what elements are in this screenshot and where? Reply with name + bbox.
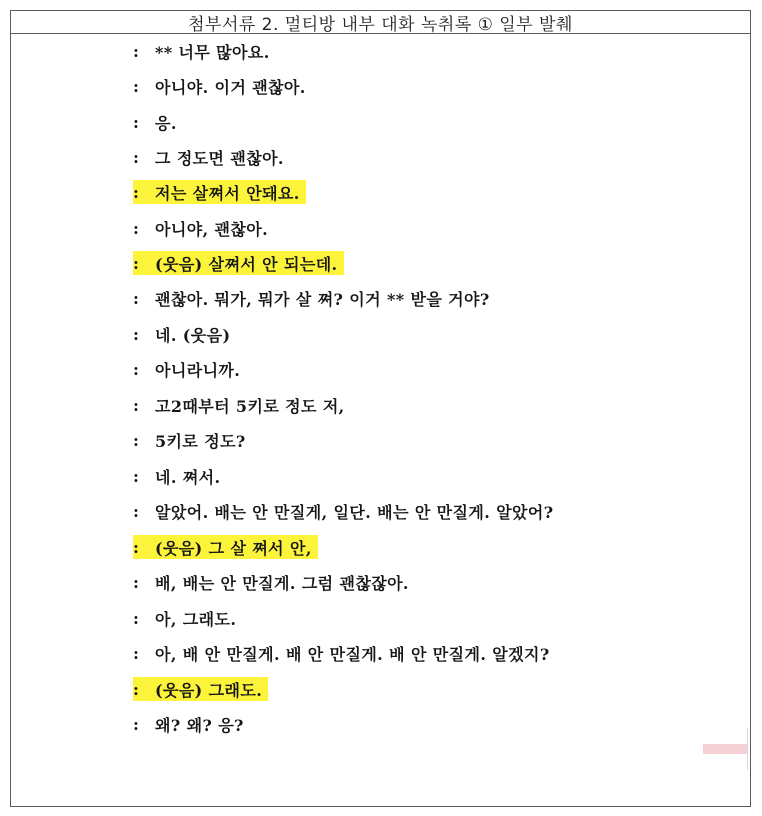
line-text: (웃음) 그 살 쪄서 안,: [155, 538, 312, 558]
transcript-line: [133, 74, 306, 98]
speaker-marker: :: [133, 430, 140, 450]
transcript-line: [133, 641, 550, 665]
transcript-line-highlighted: [133, 251, 344, 275]
speaker-marker: :: [133, 112, 140, 132]
transcript-line: [133, 39, 270, 63]
speaker-marker: :: [133, 679, 140, 699]
line-text: 알았어. 배는 안 만질게, 일단. 배는 안 만질게. 알았어?: [155, 502, 554, 522]
line-text: 아, 배 안 만질게. 배 안 만질게. 배 안 만질게. 알겠지?: [155, 644, 550, 664]
transcript-line: [133, 216, 268, 240]
speaker-marker: :: [133, 182, 140, 202]
speaker-marker: :: [133, 643, 140, 663]
transcript-line: [133, 110, 177, 134]
speaker-marker: :: [133, 466, 140, 486]
line-text: (웃음) 그래도.: [155, 680, 263, 700]
document-title: 첨부서류 2. 멀티방 내부 대화 녹취록 ① 일부 발췌: [188, 14, 573, 35]
transcript-line-highlighted: [133, 180, 306, 204]
line-text: 괜찮아. 뭐가, 뭐가 살 쪄? 이거 ** 받을 거야?: [155, 289, 490, 309]
transcript-line: [133, 606, 236, 630]
speaker-marker: :: [133, 76, 140, 96]
scan-edge-mark: [747, 728, 748, 770]
line-text: 저는 살쪄서 안돼요.: [155, 183, 300, 203]
speaker-marker: :: [133, 608, 140, 628]
speaker-marker: :: [133, 147, 140, 167]
line-text: 네. 쪄서.: [155, 467, 221, 487]
line-text: 그 정도면 괜찮아.: [155, 148, 284, 168]
speaker-marker: :: [133, 537, 140, 557]
speaker-marker: :: [133, 359, 140, 379]
speaker-marker: :: [133, 324, 140, 344]
line-text: 아, 그래도.: [155, 609, 237, 629]
speaker-marker: :: [133, 288, 140, 308]
transcript-line: [133, 712, 244, 736]
transcript-line-highlighted: [133, 535, 318, 559]
transcript-line: [133, 393, 345, 417]
line-text: (웃음) 살쪄서 안 되는데.: [155, 254, 338, 274]
transcript-line: [133, 499, 554, 523]
transcript-line: [133, 322, 230, 346]
transcript-line-highlighted: [133, 677, 268, 701]
line-text: 고2때부터 5키로 정도 저,: [155, 396, 345, 416]
transcript-line: [133, 464, 220, 488]
line-text: 왜? 왜? 응?: [155, 715, 244, 735]
line-text: ** 너무 많아요.: [155, 42, 270, 62]
transcript-line: [133, 145, 284, 169]
line-text: 응.: [155, 113, 177, 133]
redaction-mark: [703, 744, 747, 754]
speaker-marker: :: [133, 253, 140, 273]
speaker-marker: :: [133, 218, 140, 238]
line-text: 아니야, 괜찮아.: [155, 219, 269, 239]
speaker-marker: :: [133, 501, 140, 521]
speaker-marker: :: [133, 41, 140, 61]
line-text: 네. (웃음): [155, 325, 231, 345]
line-text: 아니야. 이거 괜찮아.: [155, 77, 306, 97]
transcript-line: [133, 357, 240, 381]
line-text: 5키로 정도?: [155, 431, 246, 451]
line-text: 아니라니까.: [155, 360, 241, 380]
transcript-line: [133, 286, 490, 310]
speaker-marker: :: [133, 395, 140, 415]
transcript-line: [133, 570, 409, 594]
line-text: 배, 배는 안 만질게. 그럼 괜찮잖아.: [155, 573, 409, 593]
speaker-marker: :: [133, 714, 140, 734]
transcript-line: [133, 428, 246, 452]
speaker-marker: :: [133, 572, 140, 592]
